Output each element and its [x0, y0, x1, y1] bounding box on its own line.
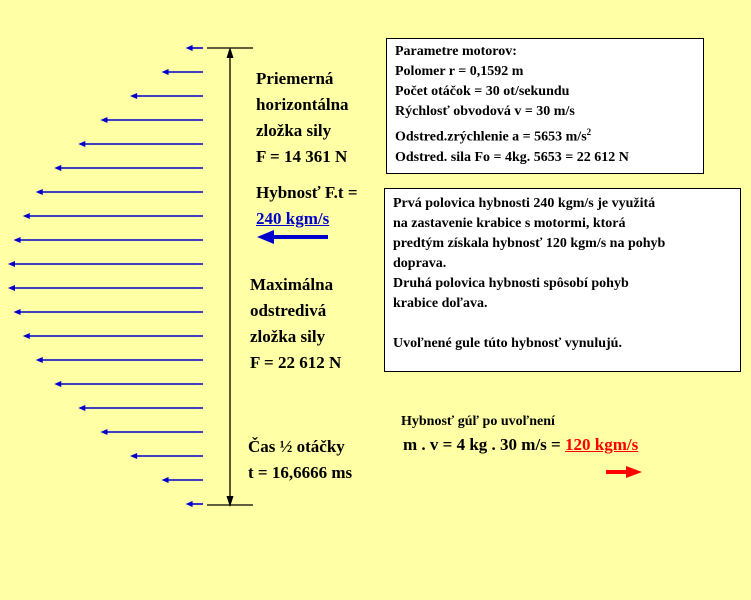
- max-force-label: Maximálna odstredivá zložka sily F = 22 612 N: [250, 275, 342, 372]
- force-arrow: [8, 285, 203, 291]
- explanation-box: Prvá polovica hybnosti 240 kgm/s je využitá na zastavenie krabice s motormi, ktorá predtým získala hybnosť 120 kgm/s na pohyb doprava. Druhá polovica hybnosti spôsobí pohyb krabice doľava. Uvoľnené gule túto hybnosť vynulujú.: [384, 188, 741, 372]
- force-arrow: [54, 381, 203, 387]
- force-arrow: [78, 405, 203, 411]
- momentum-value: 240 kgm/s: [256, 209, 330, 228]
- motor-parameters-box: [386, 38, 704, 174]
- param-speed: Rýchlosť obvodová v = 30 m/s: [395, 104, 575, 119]
- force-arrow: [14, 309, 203, 315]
- force-arrow: [101, 429, 204, 435]
- time-axis: [207, 47, 253, 507]
- param-force: Odstred. sila Fo = 4kg. 5653 = 22 612 N: [395, 149, 629, 165]
- force-arrow: [130, 453, 203, 459]
- force-arrows: [8, 45, 203, 507]
- force-arrow: [23, 213, 203, 219]
- force-arrow: [186, 501, 203, 507]
- force-arrow: [36, 357, 203, 363]
- ball-momentum-formula: m . v = 4 kg . 30 m/s = 120 kgm/s: [403, 435, 639, 454]
- params-title: Parametre motorov:: [395, 44, 517, 59]
- force-arrow: [186, 45, 203, 51]
- force-arrow: [101, 117, 204, 123]
- force-arrow: [36, 189, 203, 195]
- ball-momentum-arrow-icon: [606, 466, 642, 478]
- force-arrow: [162, 477, 203, 483]
- force-arrow: [78, 141, 203, 147]
- force-arrow: [54, 165, 203, 171]
- ball-momentum-value: 120 kgm/s: [565, 435, 639, 454]
- force-arrow: [162, 69, 203, 75]
- avg-force-label: Priemerná horizontálna zložka sily F = 14 361 N: [256, 69, 349, 166]
- param-radius: Polomer r = 0,1592 m: [395, 64, 524, 79]
- force-arrow: [23, 333, 203, 339]
- force-arrow: [14, 237, 203, 243]
- param-rpm: Počet otáčok = 30 ot/sekundu: [395, 84, 570, 99]
- param-acceleration: Odstred.zrýchlenie a = 5653 $m/s^2$: [395, 127, 592, 145]
- force-arrow: [130, 93, 203, 99]
- half-turn-time-label: Čas ½ otáčky t = 16,6666 ms: [248, 437, 353, 482]
- force-arrow: [8, 261, 203, 267]
- ball-momentum-title: Hybnosť gúľ po uvoľnení: [401, 414, 555, 429]
- momentum-label: Hybnosť F.t = 240 kgm/s: [256, 180, 358, 232]
- momentum-arrow-icon: [257, 230, 328, 244]
